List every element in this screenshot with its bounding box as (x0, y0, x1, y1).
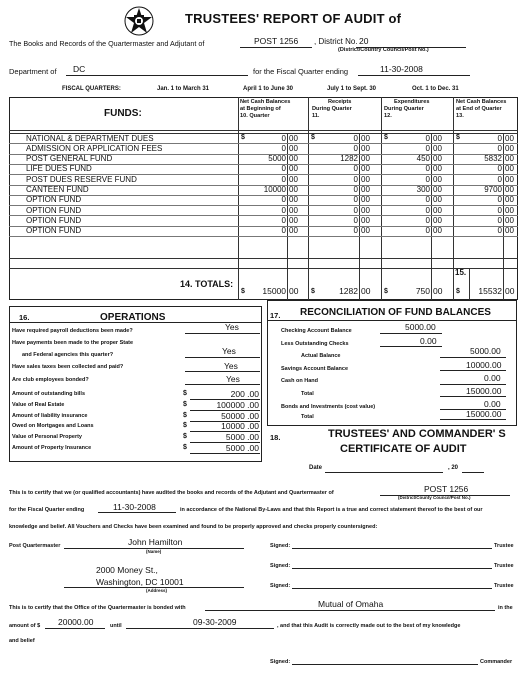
a-payroll[interactable]: Yes (225, 322, 239, 332)
cell-cents: 00 (505, 205, 514, 215)
address-line-1[interactable]: 2000 Money St., (96, 565, 158, 575)
cell-cents: 00 (361, 185, 370, 194)
department-label: Department of (9, 67, 57, 76)
cell-cents: 00 (361, 164, 370, 174)
total-dollar-sign: $ (241, 288, 245, 295)
year-label: , 20 (448, 465, 459, 471)
dollar-sign: $ (456, 134, 460, 141)
ops-value-personal[interactable]: 5000 .00 (225, 432, 259, 443)
ops-label-liab: Amount of liability insurance (12, 412, 88, 419)
ops-value-bills[interactable]: 200 .00 (230, 389, 259, 399)
fiscal-q1: Jan. 1 to March 31 (157, 86, 210, 92)
dollar-sign: $ (311, 134, 315, 141)
certificate-num: 18. (270, 433, 281, 442)
cell-c11[interactable]: 0 (353, 195, 358, 205)
cell-cents: 00 (505, 133, 514, 143)
amount-label: amount of $ (9, 623, 41, 629)
cell-cents: 00 (289, 205, 298, 215)
cell-cents: 00 (289, 226, 298, 236)
v-checking[interactable]: 5000.00 (405, 322, 436, 332)
cell-c11[interactable]: 0 (353, 205, 358, 215)
cell-c12[interactable]: 0 (425, 226, 430, 236)
total-cents: 00 (289, 286, 299, 296)
cell-cents: 00 (289, 143, 298, 153)
certificate-title-2: CERTIFICATE OF AUDIT (340, 443, 467, 455)
cell-cents: 00 (505, 154, 514, 164)
bond-company-field[interactable]: Mutual of Omaha (318, 599, 384, 609)
cell-c10[interactable]: 0 (281, 205, 286, 215)
cell-c12[interactable]: 300 (416, 185, 430, 194)
until-field[interactable]: 09-30-2009 (193, 617, 237, 627)
a-sales[interactable]: Yes (224, 361, 238, 371)
ops-value-owed[interactable]: 10000 .00 (221, 421, 259, 432)
ops-dollar-sign: $ (183, 400, 187, 408)
q-club: Are club employees bonded? (12, 377, 89, 383)
cell-c13[interactable]: 9700 (484, 185, 502, 194)
cell-cents: 00 (505, 195, 514, 205)
l-cash: Cash on Hand (281, 378, 318, 384)
in-the-label: in the (498, 605, 513, 611)
pq-name-field[interactable]: John Hamilton (128, 537, 183, 547)
fiscal-q4: Oct. 1 to Dec. 31 (412, 86, 459, 92)
cell-cents: 00 (433, 185, 442, 194)
cert-sub: (District/County Council/Post No.) (398, 495, 471, 500)
cert-text-2: in accordance of the National By-Laws and that this Report is a true and correct statement thereof to the best of our (180, 507, 483, 513)
box15-label: 15. (455, 268, 467, 277)
cell-c10[interactable]: 0 (281, 174, 286, 184)
cell-c12[interactable]: 0 (425, 164, 430, 174)
cell-c13[interactable]: 0 (497, 215, 502, 225)
fiscal-q3: July 1 to Sept. 30 (327, 86, 377, 92)
post-field[interactable]: POST 1256 (254, 36, 299, 46)
commander-label: Commander (480, 659, 513, 665)
fund-name: ADMISSION OR APPLICATION FEES (26, 143, 163, 153)
l-bonds: Bonds and Investments (cost value) (281, 404, 376, 410)
district-label: , District No. (314, 37, 358, 46)
quarter-label: for the Fiscal Quarter ending (253, 67, 349, 76)
cell-c11[interactable]: 0 (353, 174, 358, 184)
trustee-signature-1[interactable] (292, 548, 492, 549)
quarter-field[interactable]: 11-30-2008 (380, 64, 423, 74)
cell-c10[interactable]: 0 (281, 195, 286, 205)
reconciliation-num: 17. (270, 311, 281, 320)
cell-c12[interactable]: 0 (425, 195, 430, 205)
date-label: Date (309, 465, 323, 471)
cell-c13[interactable]: 0 (497, 174, 502, 184)
fund-name: POST GENERAL FUND (26, 154, 113, 164)
cell-c13[interactable]: 0 (497, 195, 502, 205)
total-cents: 00 (361, 286, 371, 296)
dollar-sign: $ (384, 134, 388, 141)
a-club[interactable]: Yes (226, 374, 240, 384)
l-total-1: Total (301, 391, 314, 397)
cell-cents: 00 (361, 195, 370, 205)
v-actual[interactable]: 5000.00 (470, 346, 501, 356)
dollar-sign: $ (241, 134, 245, 141)
l-actual: Actual Balance (301, 353, 341, 359)
cell-cents: 00 (505, 226, 514, 236)
ops-dollar-sign: $ (183, 433, 187, 441)
cell-cents: 00 (361, 143, 370, 153)
a-payments[interactable]: Yes (222, 346, 236, 356)
fund-name: OPTION FUND (26, 226, 82, 236)
v-total-1[interactable]: 15000.00 (466, 386, 502, 396)
col10-header: Net Cash Balances at Beginning of 10. Quarter (240, 99, 291, 119)
cell-cents: 00 (289, 195, 298, 205)
ops-dollar-sign: $ (183, 444, 187, 451)
department-field[interactable]: DC (73, 64, 86, 74)
bonded-text-2: , and that this Audit is correctly made out to the best of my knowledge (277, 623, 461, 629)
total-dollar-sign: $ (311, 288, 315, 295)
ops-label-owed: Owed on Mortgages and Loans (12, 423, 94, 430)
trustee-label-2: Trustee (494, 563, 514, 569)
v-total-2[interactable]: 15000.00 (466, 409, 502, 419)
cell-cents: 00 (289, 154, 298, 164)
cell-cents: 00 (361, 174, 370, 184)
cell-c11[interactable]: 1282 (340, 154, 358, 164)
cell-c12[interactable]: 450 (416, 154, 430, 164)
vfw-emblem-icon (124, 6, 154, 36)
fq-label: for the Fiscal Quarter ending (9, 507, 85, 513)
ops-dollar-sign: $ (183, 411, 187, 419)
cell-c10[interactable]: 5000 (268, 154, 286, 164)
cell-c12[interactable]: 0 (425, 205, 430, 215)
cell-cents: 00 (289, 164, 298, 174)
v-savings[interactable]: 10000.00 (466, 360, 502, 370)
cell-c10[interactable]: 0 (281, 164, 286, 174)
total-dollar-sign: $ (456, 288, 460, 295)
signed-label-commander: Signed: (270, 659, 291, 665)
cert-text-1: This is to certify that we (or qualified accountants) have audited the books and records of the Adjutant and Quartermaster of (9, 490, 334, 496)
fund-name: LIFE DUES FUND (26, 164, 92, 174)
cell-c10[interactable]: 10000 (263, 185, 286, 194)
cell-c10[interactable]: 0 (281, 143, 286, 153)
l-checking: Checking Account Balance (281, 328, 352, 334)
ops-value-propins[interactable]: 5000 .00 (225, 443, 259, 453)
cell-c13[interactable]: 0 (497, 133, 502, 143)
ops-underline (190, 453, 260, 454)
district-field[interactable]: 20 (359, 36, 369, 46)
signed-label-2: Signed: (270, 563, 291, 569)
cell-cents: 00 (505, 185, 514, 194)
total-c11[interactable]: 1282 (339, 286, 358, 296)
total-dollar-sign: $ (384, 288, 388, 295)
trustee-signature-3[interactable] (292, 588, 492, 589)
cell-c13[interactable]: 0 (497, 205, 502, 215)
cell-cents: 00 (505, 143, 514, 153)
cell-c10[interactable]: 0 (281, 133, 286, 143)
v-outstanding[interactable]: 0.00 (420, 336, 437, 346)
name-sub: (Name) (146, 549, 162, 554)
cell-c13[interactable]: 0 (497, 226, 502, 236)
address-line-2[interactable]: Washington, DC 10001 (96, 577, 184, 587)
cell-c11[interactable]: 0 (353, 226, 358, 236)
ops-value-real[interactable]: 100000 .00 (216, 399, 259, 410)
operations-num: 16. (19, 313, 30, 322)
ops-dollar-sign: $ (183, 390, 187, 397)
operations-title: OPERATIONS (100, 312, 166, 323)
belief-text: and belief (9, 638, 35, 644)
trustee-signature-2[interactable] (292, 568, 492, 569)
cert-text-3: knowledge and belief. All Vouchers and Checks have been examined and found to be properly approved and checks properly countersigned: (9, 524, 378, 530)
v-bonds[interactable]: 0.00 (484, 399, 501, 409)
q-payments-1: Have payments been made to the proper State (12, 340, 134, 346)
cell-cents: 00 (289, 174, 298, 184)
cell-c11[interactable]: 0 (353, 164, 358, 174)
cell-c13[interactable]: 5832 (484, 154, 502, 164)
cell-c13[interactable]: 0 (497, 143, 502, 153)
fq-field[interactable]: 11-30-2008 (113, 502, 156, 512)
cell-c12[interactable]: 0 (425, 143, 430, 153)
cell-cents: 00 (361, 205, 370, 215)
total-c10[interactable]: 15000 (262, 286, 286, 296)
cell-cents: 00 (289, 215, 298, 225)
l-outstanding: Less Outstanding Checks (281, 341, 349, 347)
cell-cents: 00 (361, 215, 370, 225)
ops-label-real: Value of Real Estate (12, 401, 65, 408)
cell-cents: 00 (433, 215, 442, 225)
l-savings: Savings Account Balance (281, 366, 349, 372)
district-sub: (District/Country Council/Post No.) (338, 47, 429, 53)
cell-c13[interactable]: 0 (497, 164, 502, 174)
v-cash[interactable]: 0.00 (484, 373, 501, 383)
cert-post-field[interactable]: POST 1256 (424, 484, 469, 494)
ops-label-personal: Value of Personal Property (12, 434, 82, 441)
cell-cents: 00 (289, 185, 298, 194)
commander-signature[interactable] (292, 664, 478, 665)
signed-label-1: Signed: (270, 543, 291, 549)
cell-cents: 00 (433, 143, 442, 153)
fund-name: OPTION FUND (26, 215, 82, 225)
l-total-2: Total (301, 414, 314, 420)
fiscal-label: FISCAL QUARTERS: (62, 86, 121, 92)
fund-name: POST DUES RESERVE FUND (26, 174, 137, 184)
address-sub: (Address) (146, 588, 168, 593)
cell-cents: 00 (505, 164, 514, 174)
col13-header: Net Cash Balances at End of Quarter 13. (456, 99, 507, 119)
cell-cents: 00 (361, 226, 370, 236)
fund-name: NATIONAL & DEPARTMENT DUES (26, 133, 154, 143)
totals-label: 14. TOTALS: (180, 279, 234, 289)
q-sales: Have sales taxes been collected and paid? (12, 364, 124, 370)
fund-name: CANTEEN FUND (26, 185, 89, 194)
ops-dollar-sign: $ (183, 422, 187, 430)
total-cents: 00 (433, 286, 443, 296)
ops-label-propins: Amount of Property Insurance (12, 445, 92, 451)
cell-cents: 00 (505, 215, 514, 225)
books-label: The Books and Records of the Quartermaster and Adjutant of (9, 39, 205, 48)
cell-c11[interactable]: 0 (353, 185, 358, 194)
reconciliation-title: RECONCILIATION OF FUND BALANCES (300, 307, 491, 318)
q-payments-2: and Federal agencies this quarter? (22, 352, 114, 358)
cell-c11[interactable]: 0 (353, 143, 358, 153)
col11-header: Receipts During Quarter 11. (312, 99, 352, 119)
cell-cents: 00 (361, 154, 370, 164)
total-cents: 00 (505, 286, 515, 296)
table-row-divider (9, 236, 518, 237)
fund-name: OPTION FUND (26, 195, 82, 205)
certificate-title-1: TRUSTEES' AND COMMANDER' S (328, 428, 506, 440)
total-c13[interactable]: 15532 (478, 286, 502, 296)
ops-value-liab[interactable]: 50000 .00 (221, 410, 259, 421)
q-payroll: Have required payroll deductions been made? (12, 328, 133, 334)
fiscal-q2: April 1 to June 30 (243, 86, 294, 92)
cell-c10[interactable]: 0 (281, 215, 286, 225)
total-c12[interactable]: 750 (415, 286, 430, 296)
fund-name: OPTION FUND (26, 205, 82, 215)
cell-cents: 00 (433, 205, 442, 215)
cell-cents: 00 (433, 195, 442, 205)
bond-amount-field[interactable]: 20000.00 (58, 617, 94, 627)
cell-cents: 00 (433, 164, 442, 174)
trustee-label-1: Trustee (494, 543, 514, 549)
cell-cents: 00 (289, 133, 298, 143)
cell-c12[interactable]: 0 (425, 215, 430, 225)
until-label: until (110, 623, 122, 629)
cell-cents: 00 (433, 174, 442, 184)
cell-cents: 00 (433, 154, 442, 164)
cell-c12[interactable]: 0 (425, 133, 430, 143)
cell-c11[interactable]: 0 (353, 133, 358, 143)
signed-label-3: Signed: (270, 583, 291, 589)
ops-label-bills: Amount of outstanding bills (12, 391, 86, 397)
pq-label: Post Quartermaster (9, 543, 61, 549)
trustee-label-3: Trustee (494, 583, 514, 589)
col12-header: Expenditures During Quarter 12. (384, 99, 430, 119)
cell-cents: 00 (361, 133, 370, 143)
funds-header: FUNDS: (104, 108, 142, 119)
cell-cents: 00 (433, 226, 442, 236)
cell-c10[interactable]: 0 (281, 226, 286, 236)
cell-c11[interactable]: 0 (353, 215, 358, 225)
cell-c12[interactable]: 0 (425, 174, 430, 184)
report-title: TRUSTEES' REPORT OF AUDIT of (185, 11, 402, 26)
cell-cents: 00 (505, 174, 514, 184)
cell-cents: 00 (433, 133, 442, 143)
bonded-text: This is to certify that the Office of the Quartermaster is bonded with (9, 605, 186, 611)
